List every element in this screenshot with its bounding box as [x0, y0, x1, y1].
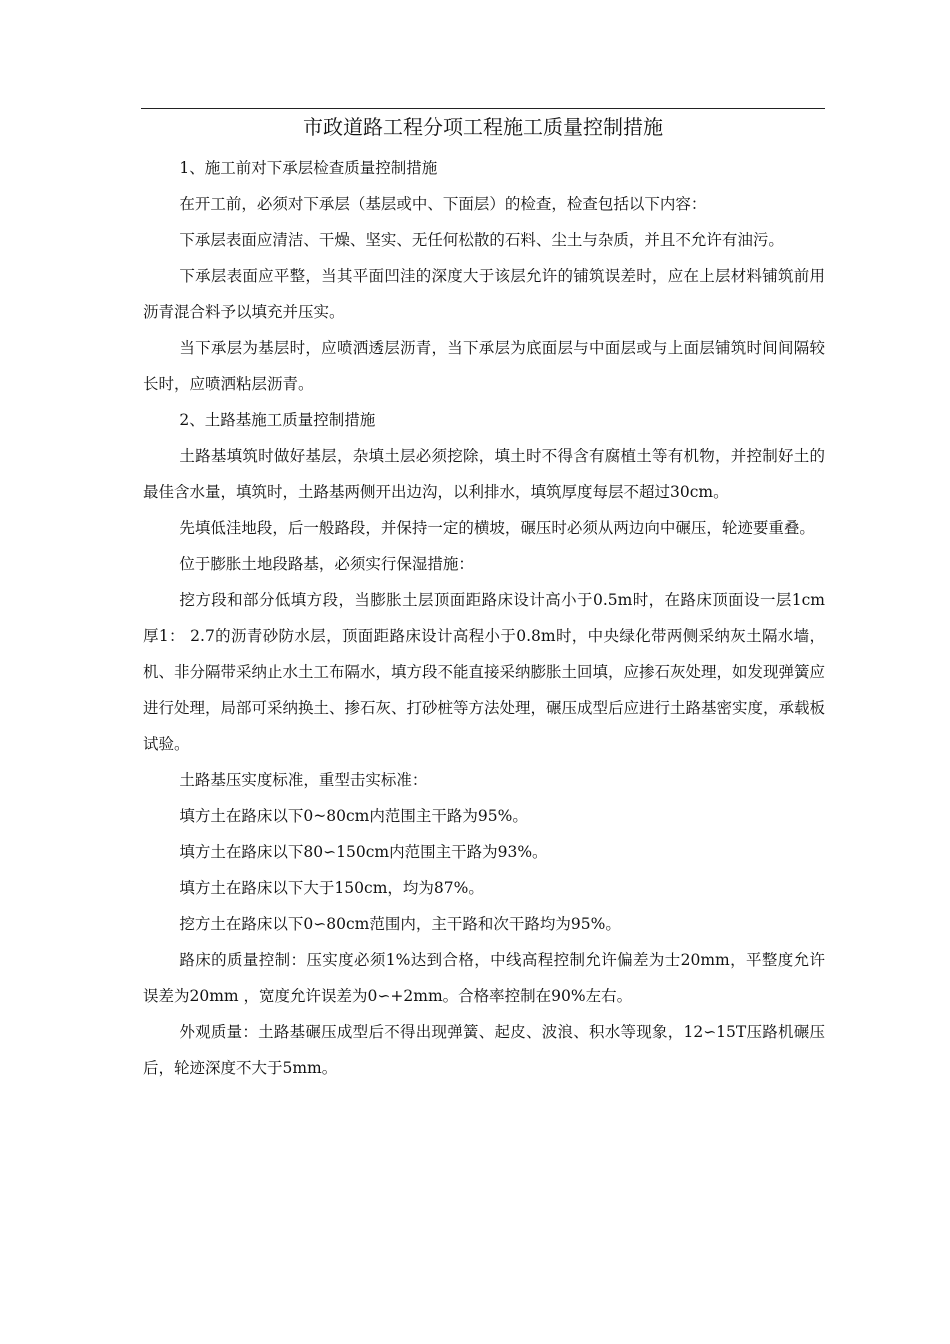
- document-body: [143, 150, 825, 1086]
- paragraph: 当下承层为基层时，应喷洒透层沥青，当下承层为底面层与中面层或与上面层铺筑时间间隔较长时，应喷洒粘层沥青。: [143, 339, 825, 393]
- paragraph: 路床的质量控制：压实度必须1%达到合格，中线高程控制允许偏差为士20mm，平整度允许误差为20mm ，宽度允许误差为0∽+2mm。合格率控制在90%左右。: [143, 951, 825, 1005]
- paragraph: 土路基压实度标准，重型击实标准：: [179, 771, 428, 789]
- section-heading-1: 1、施工前对下承层检查质量控制措施: [179, 159, 438, 177]
- paragraph: 土路基填筑时做好基层，杂填土层必须挖除，填土时不得含有腐植土等有机物，并控制好土的最佳含水量，填筑时，土路基两侧开出边沟，以利排水，填筑厚度每层不超过30cm。: [143, 447, 825, 501]
- document-title: 市政道路工程分项工程施工质量控制措施: [303, 115, 663, 139]
- paragraph: 外观质量：土路基碾压成型后不得出现弹簧、起皮、波浪、积水等现象，12∽15T压路机碾压后，轮迹深度不大于5mm。: [143, 1023, 825, 1077]
- paragraph: 在开工前，必须对下承层（基层或中、下面层）的检查，检查包括以下内容：: [179, 195, 707, 213]
- paragraph: 先填低洼地段，后一般路段，并保持一定的横坡，碾压时必须从两边向中碾压，轮迹要重叠。: [179, 519, 815, 537]
- paragraph: 填方土在路床以下0~80cm内范围主干路为95%。: [179, 807, 528, 825]
- paragraph: 下承层表面应平整，当其平面凹洼的深度大于该层允许的铺筑误差时，应在上层材料铺筑前用沥青混合料予以填充并压实。: [143, 267, 825, 321]
- paragraph: 位于膨胀土地段路基，必须实行保湿措施：: [179, 555, 474, 573]
- paragraph: 下承层表面应清洁、干燥、坚实、无任何松散的石料、尘土与杂质，并且不允许有油污。: [179, 231, 784, 249]
- paragraph: 填方土在路床以下80∽150cm内范围主干路为93%。: [179, 843, 548, 861]
- section-heading-2: 2、土路基施工质量控制措施: [179, 411, 376, 429]
- paragraph: 挖方土在路床以下0∽80cm范围内，主干路和次干路均为95%。: [179, 915, 621, 933]
- paragraph: 挖方段和部分低填方段，当膨胀土层顶面距路床设计高小于0.5m时，在路床顶面设一层1cm厚1： 2.7的沥青砂防水层，顶面距路床设计高程小于0.8m时，中央绿化带两侧采纳灰土隔水墙，机、非分隔带采纳止水土工布隔水，填方段不能直接采纳膨胀土回填，应掺石灰处理，如发现弹簧应进行处理，局部可采纳换土、掺石灰、打砂桩等方法处理，碾压成型后应进行土路基密实度，承载板试验。: [143, 591, 826, 753]
- header-rule: [141, 108, 825, 109]
- paragraph: 填方土在路床以下大于150cm，均为87%。: [179, 879, 484, 897]
